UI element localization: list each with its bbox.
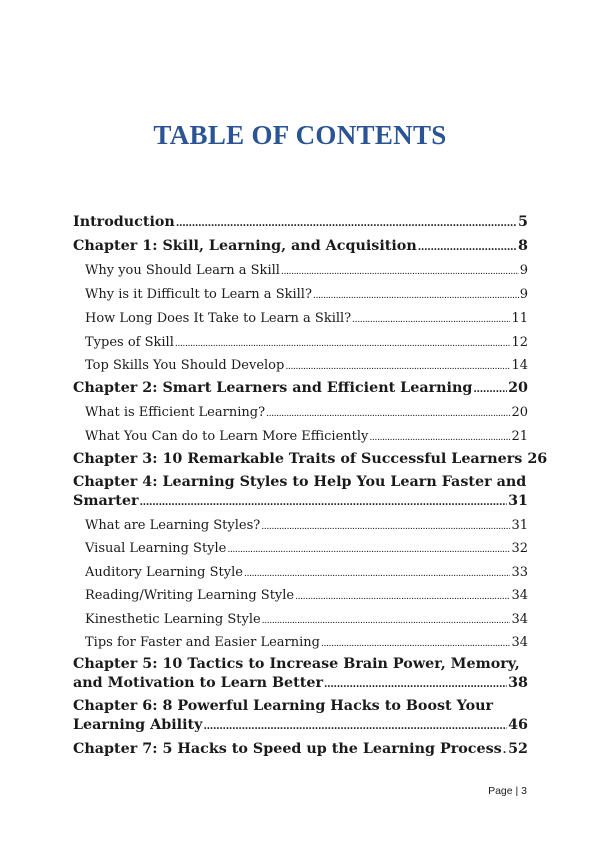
toc-page-number: 38	[508, 675, 528, 691]
toc-entry-title-line1: Chapter 5: 10 Tactics to Increase Brain Power, Memory,	[73, 656, 520, 672]
toc-page-number: 34	[511, 612, 528, 627]
dot-leader	[261, 521, 510, 532]
dot-leader	[139, 497, 507, 508]
toc-page-number: 8	[518, 238, 528, 254]
toc-section-top-skills[interactable]	[73, 358, 528, 373]
toc-page-number: 34	[511, 635, 528, 650]
toc-entry-title: How Long Does It Take to Learn a Skill?	[85, 311, 352, 326]
dot-leader	[321, 638, 510, 649]
toc-entry-chapter-5[interactable]	[73, 656, 528, 691]
toc-entry-title: Introduction	[73, 214, 175, 230]
toc-entry-title: and Motivation to Learn Better	[73, 675, 323, 691]
toc-section-kinesthetic[interactable]	[73, 612, 528, 627]
toc-page-number: 5	[518, 214, 528, 230]
toc-section-auditory[interactable]	[73, 565, 528, 580]
toc-section-reading-writing[interactable]	[73, 588, 528, 603]
toc-page-number: 9	[519, 287, 528, 302]
toc-entry-title: Why you Should Learn a Skill	[85, 263, 280, 278]
dot-leader	[369, 432, 510, 443]
toc-section-how-long[interactable]	[73, 311, 528, 326]
toc-entry-title: What are Learning Styles?	[85, 518, 261, 533]
toc-section-efficient-learning[interactable]	[73, 405, 528, 420]
toc-entry-title: Chapter 3: 10 Remarkable Traits of Successful Learners	[73, 451, 523, 467]
toc-entry-chapter-4[interactable]	[73, 474, 528, 509]
toc-section-types-of-skill[interactable]	[73, 335, 528, 350]
toc-page-number: 34	[511, 588, 528, 603]
dot-leader	[244, 568, 510, 579]
page-title: TABLE OF CONTENTS	[153, 120, 447, 150]
dot-leader	[203, 721, 507, 732]
toc-section-why-difficult[interactable]	[73, 287, 528, 302]
toc-entry-title-line1: Chapter 4: Learning Styles to Help You Learn Faster and	[73, 474, 527, 490]
dot-leader	[352, 314, 510, 325]
page-number-footer: Page | 3	[488, 785, 527, 797]
toc-page-number: 21	[511, 429, 528, 444]
toc-section-why-learn-skill[interactable]	[73, 263, 528, 278]
toc-page-number: 46	[508, 717, 528, 733]
toc-entry-title: Smarter	[73, 493, 139, 509]
toc-entry-title: Auditory Learning Style	[85, 565, 243, 580]
toc-entry-title: Tips for Faster and Easier Learning	[85, 635, 320, 650]
toc-page-number: 26	[527, 451, 548, 467]
toc-entry-title: What You Can do to Learn More Efficiently	[85, 429, 369, 444]
toc-entry-title: Visual Learning Style	[85, 541, 227, 556]
toc-page-number: 33	[511, 565, 528, 580]
toc-section-learn-efficiently[interactable]	[73, 429, 528, 444]
toc-entry-chapter-7[interactable]	[73, 741, 528, 757]
dot-leader	[281, 266, 519, 277]
toc-entry-title: Chapter 2: Smart Learners and Efficient Learning	[73, 380, 473, 396]
toc-entry-title: Kinesthetic Learning Style	[85, 612, 261, 627]
toc-page-number: 11	[511, 311, 528, 326]
dot-leader	[295, 591, 510, 602]
dot-leader	[313, 290, 519, 301]
toc-entry-chapter-2[interactable]	[73, 380, 528, 396]
toc-page-number: 12	[511, 335, 528, 350]
toc-entry-title: Learning Ability	[73, 717, 203, 733]
dot-leader	[503, 745, 507, 756]
dot-leader	[324, 679, 507, 690]
dot-leader	[227, 544, 510, 555]
toc-page-number: 9	[519, 263, 528, 278]
toc-page-number: 20	[508, 380, 528, 396]
dot-leader	[176, 218, 517, 229]
toc-section-learning-styles[interactable]	[73, 518, 528, 533]
toc-entry-title: Chapter 1: Skill, Learning, and Acquisition	[73, 238, 417, 254]
toc-entry-title: Chapter 7: 5 Hacks to Speed up the Learning Process	[73, 741, 502, 757]
dot-leader	[262, 615, 511, 626]
toc-entry-title: What is Efficient Learning?	[85, 405, 266, 420]
toc-page-number: 32	[511, 541, 528, 556]
toc-entry-title: Why is it Difficult to Learn a Skill?	[85, 287, 312, 302]
toc-entry-chapter-1[interactable]	[73, 238, 528, 254]
dot-leader	[418, 242, 517, 253]
toc-section-tips[interactable]	[73, 635, 528, 650]
toc-page-number: 31	[511, 518, 528, 533]
dot-leader	[266, 408, 510, 419]
dot-leader	[473, 384, 507, 395]
toc-entry-title-line1: Chapter 6: 8 Powerful Learning Hacks to Boost Your	[73, 698, 494, 714]
toc-page-number: 52	[508, 741, 528, 757]
toc-entry-title: Types of Skill	[85, 335, 174, 350]
toc-page-number: 14	[511, 358, 528, 373]
dot-leader	[285, 361, 510, 372]
toc-entry-introduction[interactable]	[73, 214, 528, 230]
toc-entry-title: Top Skills You Should Develop	[85, 358, 285, 373]
toc-section-visual[interactable]	[73, 541, 528, 556]
toc-page-number: 20	[511, 405, 528, 420]
toc-page-number: 31	[508, 493, 528, 509]
dot-leader	[175, 338, 511, 349]
toc-entry-title: Reading/Writing Learning Style	[85, 588, 295, 603]
toc-entry-chapter-3[interactable]	[73, 451, 548, 467]
toc-entry-chapter-6[interactable]	[73, 698, 528, 733]
